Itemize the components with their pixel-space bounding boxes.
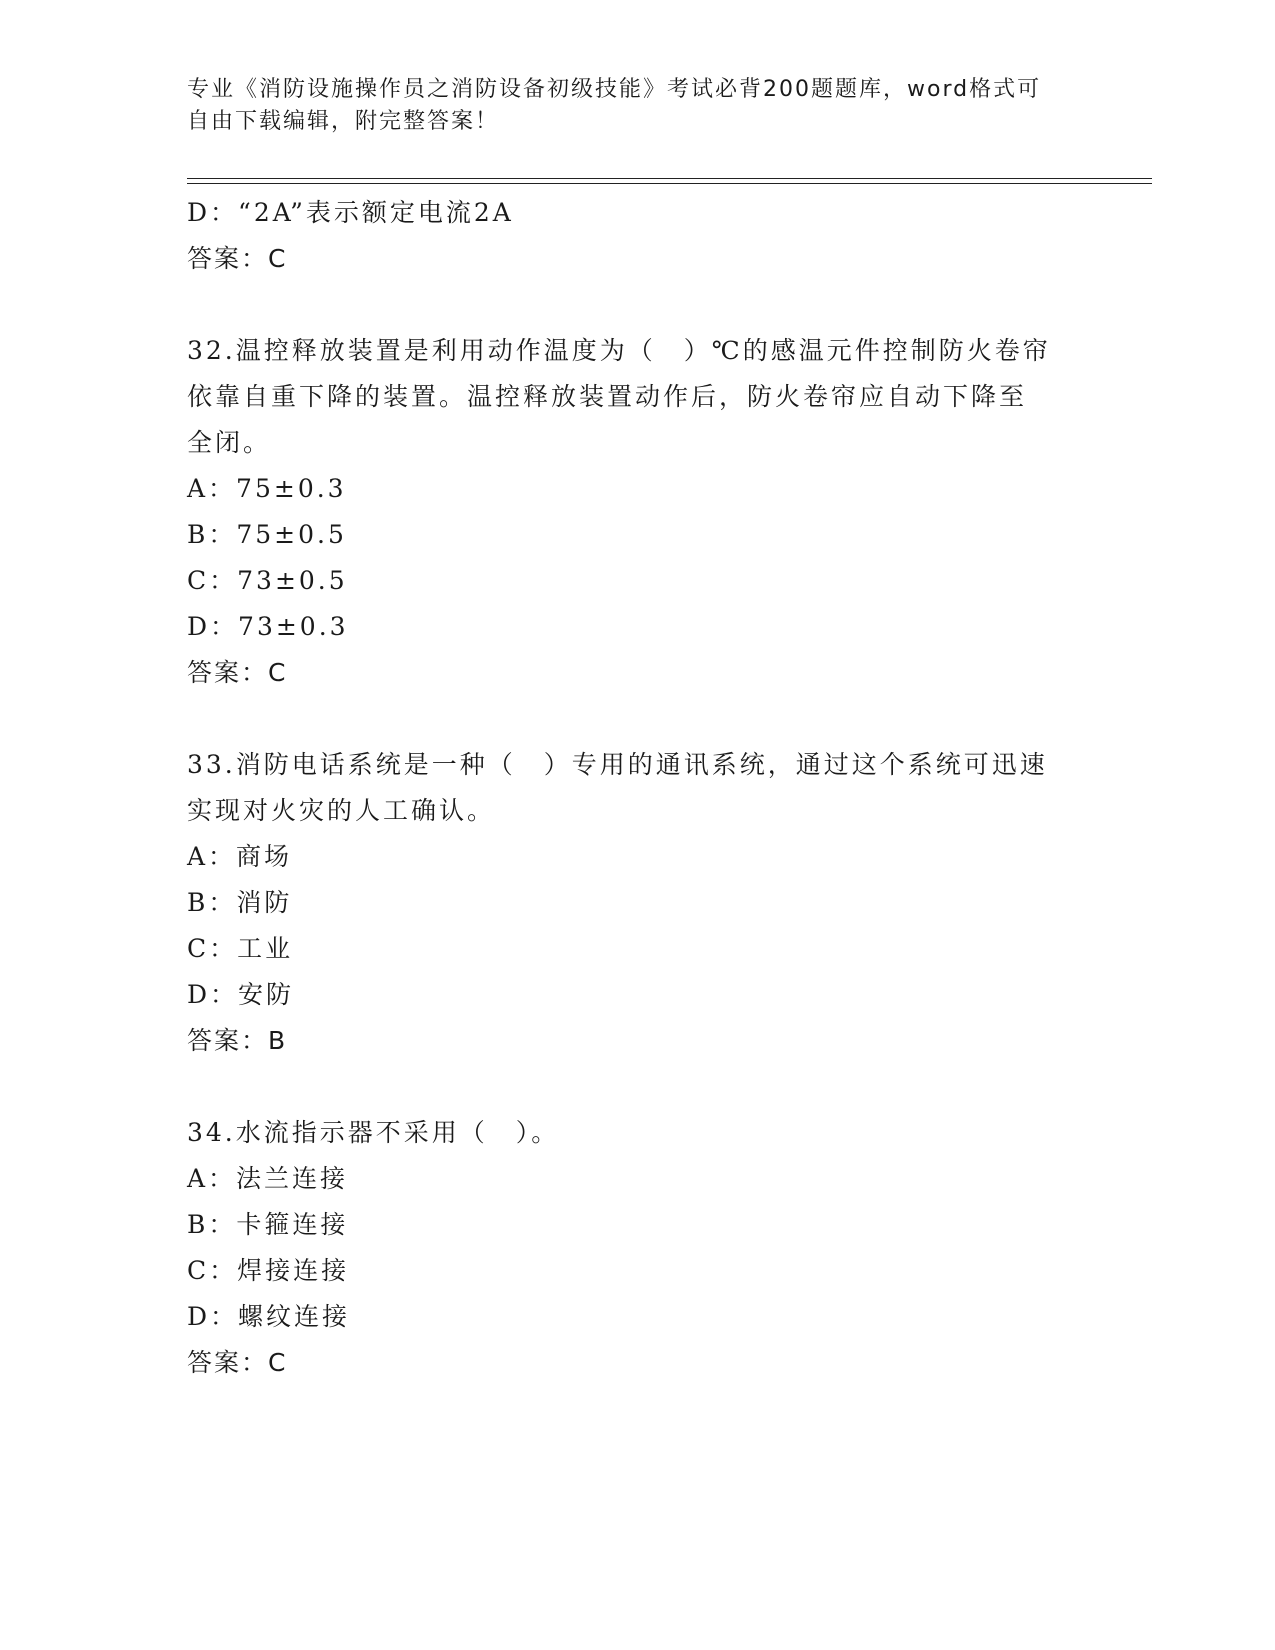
header-divider-top xyxy=(187,178,1152,179)
question-stem-line: 依靠自重下降的装置。温控释放装置动作后，防火卷帘应自动下降至 xyxy=(187,382,1028,411)
question-33 xyxy=(187,742,1087,1064)
question-stem-line: 32.温控释放装置是利用动作温度为（ ）℃的感温元件控制防火卷帘 xyxy=(187,336,1051,365)
option-d: D：73±0.3 xyxy=(187,612,349,641)
option-b: B：卡箍连接 xyxy=(187,1210,349,1239)
option-a: A：75±0.3 xyxy=(187,474,347,503)
option-b: B：消防 xyxy=(187,888,293,917)
answer-line: 答案：C xyxy=(187,244,288,273)
question-34 xyxy=(187,1110,1087,1386)
question-stem-line: 实现对火灾的人工确认。 xyxy=(187,796,496,825)
option-c: C：焊接连接 xyxy=(187,1256,350,1285)
option-d: D：螺纹连接 xyxy=(187,1302,351,1331)
option-c: C：工业 xyxy=(187,934,294,963)
header-divider-bottom xyxy=(187,183,1152,184)
option-d: D：安防 xyxy=(187,980,295,1009)
question-32 xyxy=(187,328,1087,696)
spacer xyxy=(187,282,1087,328)
spacer xyxy=(187,696,1087,742)
answer-line: 答案：C xyxy=(187,658,288,687)
option-a: A：法兰连接 xyxy=(187,1164,349,1193)
question-stem-line: 34.水流指示器不采用（ ）。 xyxy=(187,1118,560,1147)
previous-question-tail xyxy=(187,190,1087,282)
header-title-line-1: 专业《消防设施操作员之消防设备初级技能》考试必背200题题库，word格式可 xyxy=(187,77,1042,102)
option-c: C：73±0.5 xyxy=(187,566,348,595)
question-stem-line: 全闭。 xyxy=(187,428,272,457)
answer-line: 答案：C xyxy=(187,1348,288,1377)
question-stem-line: 33.消防电话系统是一种（ ）专用的通讯系统，通过这个系统可迅速 xyxy=(187,750,1048,779)
document-header xyxy=(187,74,1067,138)
option-b: B：75±0.5 xyxy=(187,520,347,549)
spacer xyxy=(187,1064,1087,1110)
answer-line: 答案：B xyxy=(187,1026,288,1055)
option-a: A：商场 xyxy=(187,842,293,871)
header-title-line-2: 自由下载编辑，附完整答案！ xyxy=(187,109,500,134)
option-d: D：“2A”表示额定电流2A xyxy=(187,198,514,227)
question-list xyxy=(187,190,1087,1386)
